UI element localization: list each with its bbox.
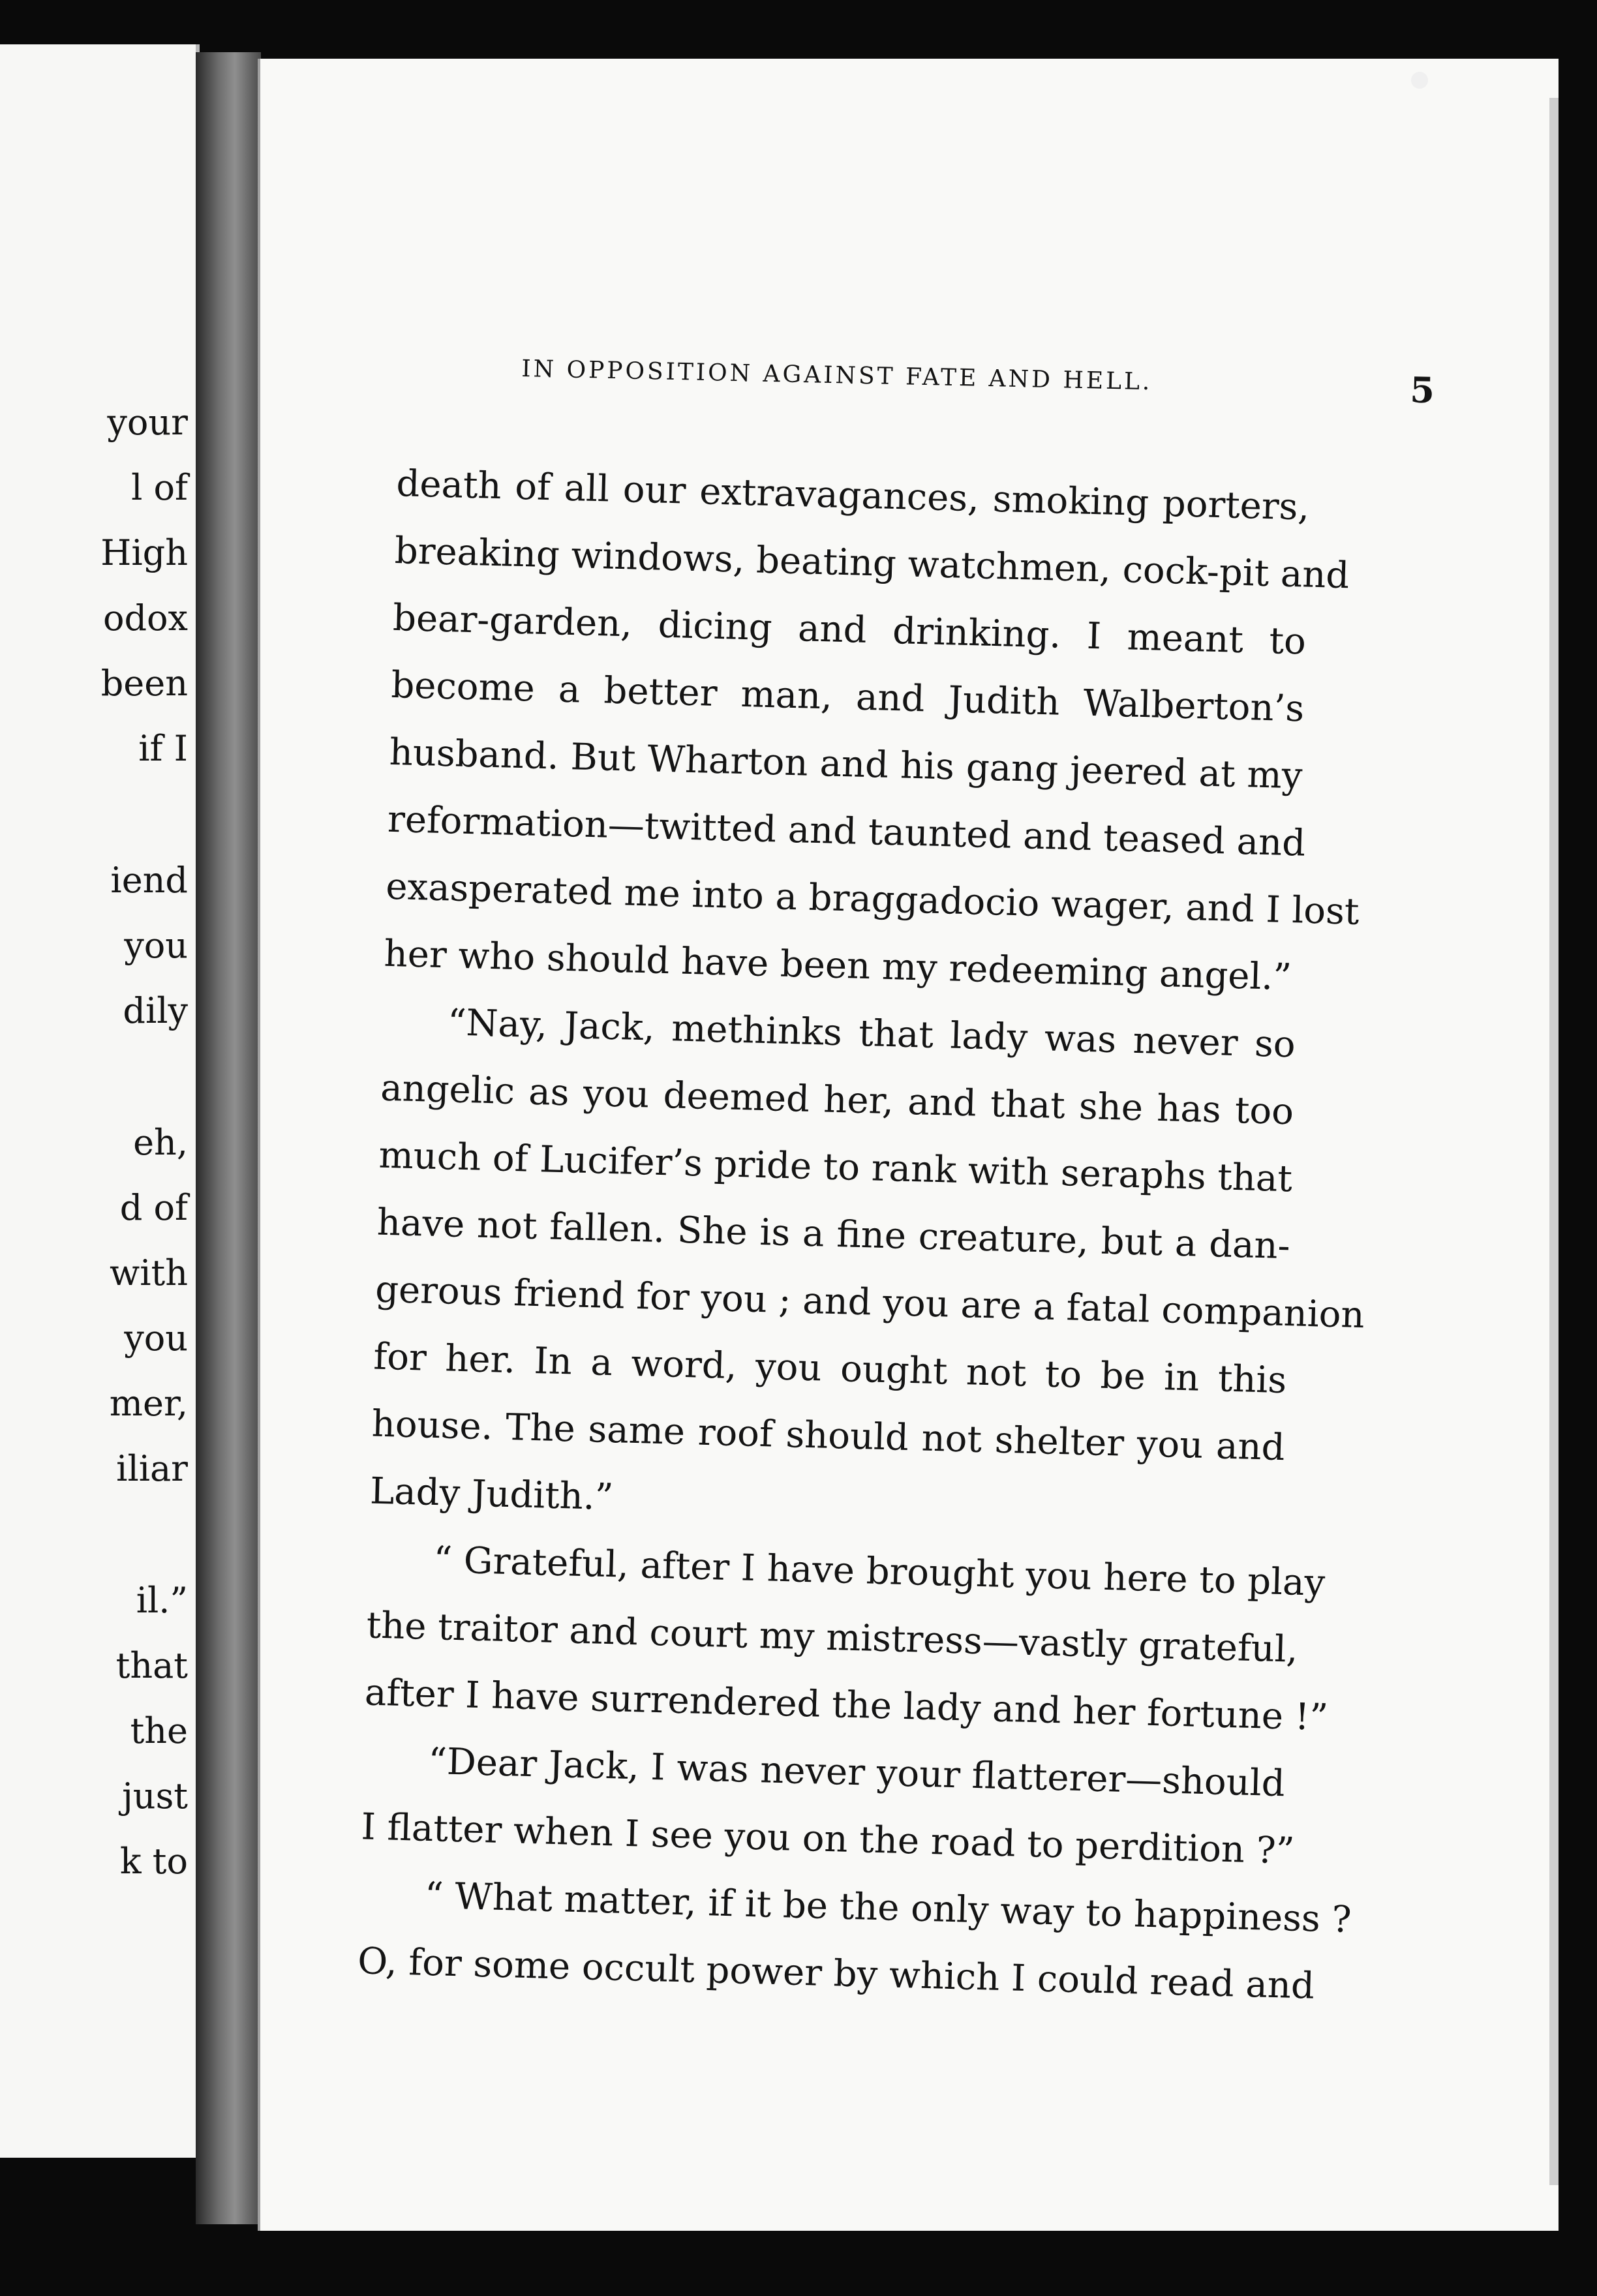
paragraph [364,1524,1329,1750]
text-line: become a better man, and Judith Walberton’s [390,663,1305,731]
running-title: IN OPPOSITION AGAINST FATE AND HELL. [521,355,1153,396]
left-line: l of [131,467,188,508]
left-line: been [100,663,188,704]
left-line: k to [119,1841,188,1882]
left-line: mer, [109,1383,188,1424]
left-line: your [107,402,188,443]
left-line-gap [26,1044,196,1110]
text-line: much of Lucifer’s pride to rank with seraphs that [378,1134,1293,1201]
page-edge [1549,98,1559,2185]
text-line: angelic as you deemed her, and that she has too [380,1066,1294,1134]
left-line: you [124,1318,188,1359]
right-page [258,59,1559,2231]
paragraph [360,1726,1296,1884]
text-line: O, for some occult power by which I could read and [357,1940,1315,2008]
left-line: if I [138,728,188,769]
left-line: odox [102,597,188,639]
left-line: just [122,1775,188,1817]
text-line: for her. In a word, you ought not to be in this [373,1335,1287,1402]
text-line: her who should have been my redeeming angel.” [383,932,1292,999]
text-line: after I have surrendered the lady and her fortune !” [364,1671,1329,1740]
left-page-lines [26,390,196,1894]
left-line-gap [26,1502,196,1568]
text-line: “Dear Jack, I was never your flatterer—should [427,1740,1286,1805]
text-line: “ What matter, if it be the only way to happiness ? [424,1874,1352,1942]
left-line: iend [110,860,188,901]
left-line-gap [26,781,196,848]
text-line: husband. But Wharton and his gang jeered at my [389,731,1303,798]
text-line: breaking windows, beating watchmen, cock-pit and [394,529,1350,597]
left-line: the [130,1710,188,1751]
left-page-fragment [0,44,200,2158]
left-line: il.” [136,1580,188,1621]
page-header [521,355,1435,427]
paragraph [383,450,1360,1011]
left-line: with [110,1252,188,1293]
paragraph [357,1860,1352,2019]
text-line: house. The same roof should not shelter you and [371,1402,1286,1470]
left-line: d of [119,1187,188,1228]
page-number: 5 [1409,369,1435,412]
text-line: reformation—twitted and taunted and teased and [387,798,1306,865]
left-line: that [115,1645,188,1686]
left-line: you [124,925,188,966]
text-line: Lady Judith.” [369,1470,615,1519]
text-line: exasperated me into a braggadocio wager, and I lost [385,865,1360,933]
scan-speck [1411,72,1428,89]
text-line: have not fallen. She is a fine creature, but a dan- [376,1201,1291,1268]
body-text [357,450,1365,2019]
paragraph [369,988,1365,1548]
text-line: gerous friend for you ; and you are a fatal companion [374,1268,1365,1337]
left-line: iliar [116,1448,188,1489]
text-line: death of all our extravagances, smoking porters, [395,462,1311,529]
text-line: “Nay, Jack, methinks that lady was never so [447,1001,1296,1066]
text-line: I flatter when I see you on the road to perdition ?” [360,1805,1296,1873]
text-line: the traitor and court my mistress—vastly grateful, [365,1604,1299,1671]
text-line: bear-garden, dicing and drinking. I meant to [392,596,1307,663]
text-line: “ Grateful, after I have brought you here to play [433,1539,1326,1605]
left-line: dily [123,990,188,1031]
left-line: eh, [133,1122,188,1163]
left-line: High [100,532,188,573]
book-gutter [196,52,261,2224]
